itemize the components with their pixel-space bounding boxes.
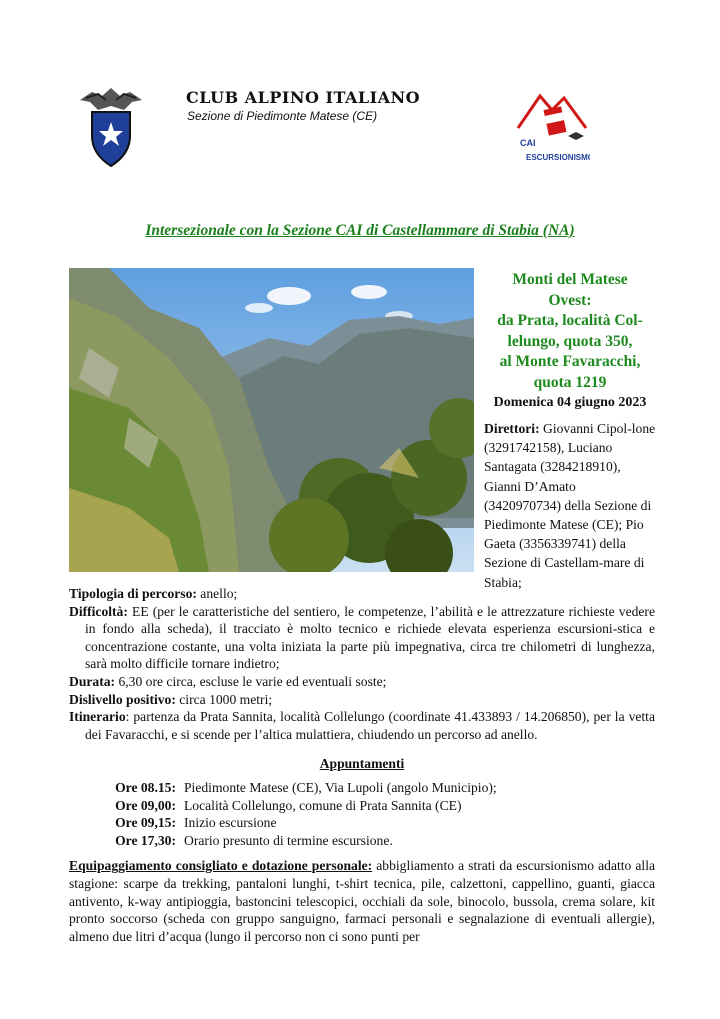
- dislivello-label: Dislivello positivo:: [69, 691, 176, 707]
- durata: [69, 673, 655, 691]
- document-body: [69, 585, 655, 945]
- cai-logo: [78, 86, 144, 168]
- appuntamento-row: [93, 814, 655, 832]
- club-title: CLUB ALPINO ITALIANO: [186, 88, 421, 107]
- equipaggiamento-text: abbigliamento a strati da escursionismo adatto alla stagione: scarpe da trekking, pantaloni lunghi, t-shirt tecnica, pile, calzettoni, cappellino, guanti, giacca antivento, k-way antipioggia, bastoncini telescopici, occhiali da sole, binocolo, bussola, crema solare, kit pronto soccorso (scheda con gruppo sanguigno, farmaci personali e segnalazione di eventuali allergie), almeno due litri d’acqua (lungo il percorso non ci sono punti per: [69, 858, 656, 944]
- appuntamento-text: Località Collelungo, comune di Prata Sannita (CE): [184, 797, 462, 813]
- appuntamento-row: [93, 797, 655, 815]
- appuntamento-time: Ore 09,00:: [115, 797, 176, 813]
- trip-date: Domenica 04 giugno 2023: [493, 395, 647, 410]
- appuntamento-time: Ore 08.15:: [115, 779, 176, 795]
- appuntamento-text: Orario presunto di termine escursione.: [184, 832, 393, 848]
- logo-cai-text: CAI: [520, 138, 536, 148]
- appuntamento-text: Inizio escursione: [184, 815, 277, 831]
- cai-escursionismo-logo: [512, 88, 590, 164]
- trip-title-line: da Prata, località Col-: [497, 312, 643, 329]
- trip-title-line: lelungo, quota 350,: [507, 332, 633, 350]
- tipologia-label: Tipologia di percorso:: [69, 586, 197, 601]
- directors-text: Giovanni Cipol-lone (3291742158), Luciano Santagata (3284218910), Gianni D’Amato (3420970734) della Sezione di Piedimonte Matese (CE); Pio Gaeta (3356339741) della Sezione di Castellam-mare di Stabia;: [484, 421, 656, 590]
- logo-esc-text: ESCURSIONISMO: [526, 153, 590, 162]
- dislivello: [69, 691, 655, 709]
- trip-title-line: quota 1219: [533, 373, 607, 391]
- equipaggiamento: [69, 857, 655, 945]
- trip-title-line: al Monte Favaracchi,: [499, 353, 641, 370]
- directors-label: Direttori:: [484, 421, 540, 436]
- dislivello-text: circa 1000 metri;: [175, 691, 273, 707]
- durata-label: Durata:: [69, 673, 116, 689]
- appuntamento-row: [93, 832, 655, 850]
- appuntamento-text: Piedimonte Matese (CE), Via Lupoli (angolo Municipio);: [184, 779, 497, 795]
- appuntamento-time: Ore 09,15:: [115, 815, 176, 831]
- trip-title-line: Ovest:: [548, 291, 592, 309]
- tipologia-text: anello;: [196, 586, 238, 601]
- mountain-photo: [69, 268, 474, 572]
- appuntamenti-title: Appuntamenti: [319, 756, 405, 772]
- difficolta-text: EE (per le caratteristiche del sentiero, le competenze, l’abilità e le attrezzature richieste vedere in fondo alla scheda), il tracciato è molto tecnico e richiede elevata esperienza escursioni-stica e concentrazione costante, una volta iniziata la parte più impegnativa, circa tre chilometri di lunghezza, sarà molto difficile tornare indietro;: [85, 603, 655, 672]
- difficolta: [69, 603, 655, 673]
- difficolta-label: Difficoltà:: [69, 603, 128, 619]
- trip-title: [484, 270, 656, 393]
- appuntamento-time: Ore 17,30:: [115, 832, 176, 848]
- itinerario: [69, 708, 655, 743]
- itinerario-label: Itinerario: [69, 709, 126, 725]
- club-subtitle: Sezione di Piedimonte Matese (CE): [187, 109, 378, 123]
- directors: [484, 419, 656, 592]
- itinerario-text: : partenza da Prata Sannita, località Collelungo (coordinate 41.433893 / 14.206850), per la vetta dei Favaracchi, e si scende per l’altica mulattiera, chiudendo un percorso ad anello.: [85, 709, 655, 742]
- trip-title-line: Monti del Matese: [512, 271, 628, 288]
- durata-text: 6,30 ore circa, escluse le varie ed eventuali soste;: [115, 673, 387, 689]
- tipologia: [69, 585, 655, 603]
- appuntamento-row: [93, 779, 655, 797]
- equipaggiamento-label: Equipaggiamento consigliato e dotazione personale:: [69, 858, 373, 874]
- intersezionale-heading: Intersezionale con la Sezione CAI di Castellammare di Stabia (NA): [145, 222, 575, 239]
